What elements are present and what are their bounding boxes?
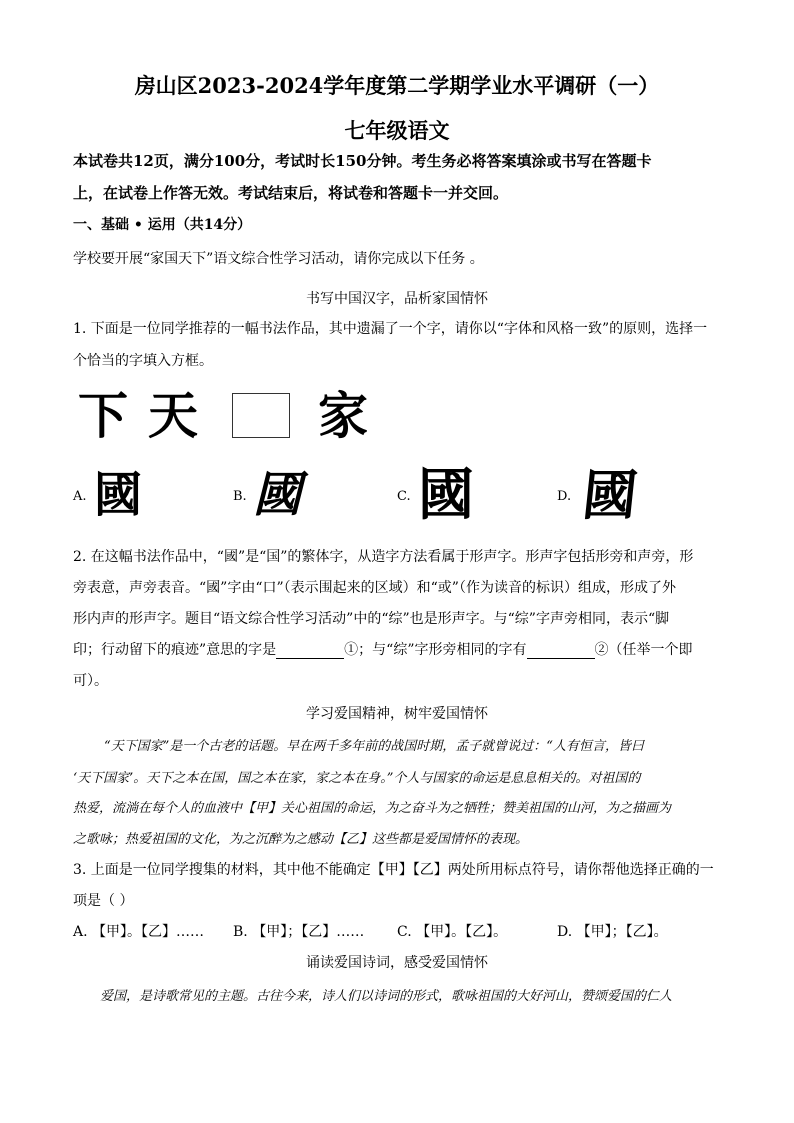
q3-option-a[interactable] bbox=[73, 921, 204, 941]
q2-line1: 2. 在这幅书法作品中，“國”是“国”的繁体字，从造字方法看属于形声字。形声字包括形旁和声旁，形 bbox=[73, 549, 694, 565]
q2-line2: 旁表意，声旁表音。“國”字由“口”（表示围起来的区域）和“或”（作为读音的标识）组成，形成了外 bbox=[73, 580, 676, 596]
q3-option-b-text: 【甲】；【乙】…… bbox=[252, 924, 365, 940]
q3-option-c-text: 【甲】。【乙】。 bbox=[416, 924, 508, 940]
q3-option-b[interactable] bbox=[233, 921, 364, 941]
q3-option-b-label: B. bbox=[233, 924, 248, 940]
task2-para-line1: “天下国家”是一个古老的话题。早在两千多年前的战国时期，孟子就曾说过：“人有恒言，皆曰 bbox=[104, 739, 644, 754]
q1-line1: 1. 下面是一位同学推荐的一幅书法作品，其中遗漏了一个字，请你以“字体和风格一致”的原则，选择一 bbox=[73, 321, 708, 337]
calligraphy-char-1: 下 bbox=[78, 386, 128, 445]
q2-line3: 形内声的形声字。题目“语文综合性学习活动”中的“综”也是形声字。与“综”字声旁相同，表示“脚 bbox=[73, 611, 670, 627]
option-a-glyph[interactable]: 國 bbox=[94, 467, 143, 523]
task1-heading: 书写中国汉字，品析家国情怀 bbox=[306, 291, 488, 307]
instructions-line1: 本试卷共12页，满分100分，考试时长150分钟。考生务必将答案填涂或书写在答题卡 bbox=[73, 152, 652, 170]
missing-char-box bbox=[232, 393, 290, 438]
q3-option-a-label: A. bbox=[73, 924, 88, 940]
option-d-glyph[interactable]: 國 bbox=[579, 463, 641, 527]
page-subtitle: 七年级语文 bbox=[344, 118, 450, 143]
task2-para-line2: ‘天下国家’。天下之本在国，国之本在家，家之本在身。”个人与国家的命运是息息相关的。对祖国的 bbox=[73, 771, 641, 786]
task2-para-line4: 之歌咏；热爱祖国的文化，为之沉醉为之感动【乙】这些都是爱国情怀的表现。 bbox=[73, 832, 529, 847]
instructions-line2: 上，在试卷上作答无效。考试结束后，将试卷和答题卡一并交回。 bbox=[73, 184, 509, 202]
calligraphy-char-4: 家 bbox=[318, 386, 368, 445]
q3-option-d-label: D. bbox=[557, 924, 573, 940]
task3-para-line1: 爱国，是诗歌常见的主题。古往今来，诗人们以诗词的形式，歌咏祖国的大好河山，赞颂爱国的仁人 bbox=[100, 989, 673, 1004]
page-title: 房山区2023-2024学年度第二学期学业水平调研（一） bbox=[134, 73, 660, 98]
answer-blank-1[interactable] bbox=[276, 644, 344, 659]
task3-heading: 诵读爱国诗词，感受爱国情怀 bbox=[306, 955, 488, 971]
section-heading: 一、基础 • 运用（共14分） bbox=[73, 217, 252, 233]
section-intro: 学校要开展“家国天下”语文综合性学习活动，请你完成以下任务 。 bbox=[73, 251, 484, 267]
q3-line2: 项是（ ） bbox=[73, 893, 134, 909]
calligraphy-char-2: 天 bbox=[148, 386, 198, 445]
answer-blank-2[interactable] bbox=[527, 644, 595, 659]
option-b-label: B. bbox=[233, 489, 247, 504]
q2-line5: 可）。 bbox=[73, 673, 108, 689]
q3-option-c[interactable] bbox=[397, 921, 507, 941]
option-a-label: A. bbox=[73, 489, 87, 504]
q3-option-d[interactable] bbox=[557, 921, 668, 941]
q2-line4 bbox=[73, 639, 693, 659]
q2-line4-c: ②（任举一个即 bbox=[594, 642, 693, 658]
q2-line4-a: 印；行动留下的痕迹”意思的字是 bbox=[73, 642, 277, 658]
option-c-glyph[interactable]: 國 bbox=[418, 462, 480, 528]
option-b-glyph[interactable]: 國 bbox=[253, 467, 302, 523]
q1-line2: 个恰当的字填入方框。 bbox=[73, 353, 213, 369]
q3-option-a-text: 【甲】。【乙】…… bbox=[92, 924, 205, 940]
q3-line1: 3. 上面是一位同学搜集的材料，其中他不能确定【甲】【乙】两处所用标点符号，请你帮他选择正确的一 bbox=[73, 862, 714, 878]
task2-para-line3: 热爱，流淌在每个人的血液中【甲】关心祖国的命运，为之奋斗为之牺牲；赞美祖国的山河，为之描画为 bbox=[73, 801, 672, 816]
q3-option-d-text: 【甲】；【乙】。 bbox=[576, 924, 668, 940]
q3-option-c-label: C. bbox=[397, 924, 412, 940]
task2-heading: 学习爱国精神，树牢爱国情怀 bbox=[306, 706, 488, 722]
q2-line4-b: ①；与“综”字形旁相同的字有 bbox=[344, 642, 527, 658]
option-d-label: D. bbox=[557, 489, 572, 504]
option-c-label: C. bbox=[397, 489, 411, 504]
